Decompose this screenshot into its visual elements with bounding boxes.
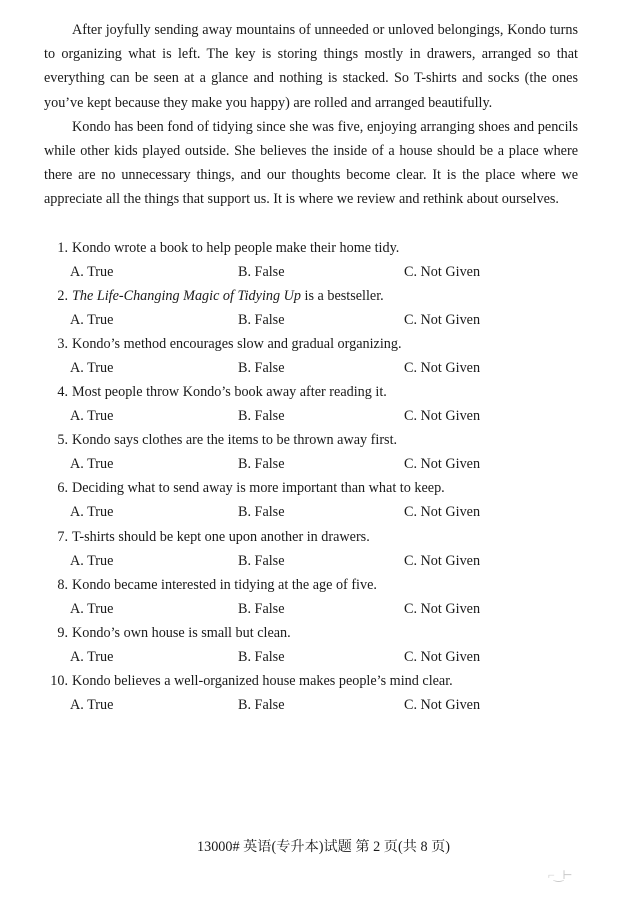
question-item <box>44 284 584 332</box>
page-footer: 13000# 英语(专升本)试题 第 2 页(共 8 页) <box>197 839 450 855</box>
option-not-given: C. Not Given <box>404 552 481 569</box>
option-true: A. True <box>70 696 114 713</box>
question-item <box>44 669 584 717</box>
question-text-part: Kondo says clothes are the items to be thrown away first. <box>72 432 398 449</box>
option-true: A. True <box>70 264 114 280</box>
question-item <box>44 573 584 621</box>
question-text-part: Deciding what to send away is more important than what to keep. <box>72 480 445 497</box>
option-false: B. False <box>238 552 285 569</box>
answer-options <box>44 260 584 284</box>
question-number: 1. <box>57 240 68 256</box>
question-text-part: Kondo’s own house is small but clean. <box>72 624 291 641</box>
question-stem <box>44 476 584 500</box>
option-false: B. False <box>238 360 285 377</box>
question-stem <box>44 669 584 693</box>
reading-passage <box>44 18 578 212</box>
option-false: B. False <box>238 696 285 713</box>
question-stem <box>44 428 584 452</box>
question-text-part: Kondo believes a well-organized house makes people’s mind clear. <box>72 672 453 689</box>
answer-options <box>44 452 584 476</box>
question-stem <box>44 332 584 356</box>
question-stem <box>44 380 584 404</box>
option-true: A. True <box>70 648 114 665</box>
question-text-part: T-shirts should be kept one upon another in drawers. <box>72 528 370 545</box>
passage-paragraph: After joyfully sending away mountains of unneeded or unloved belongings, Kondo turns to organizing what is left. The key is storing things mostly in drawers, arranged so that everything can be seen at a glance and nothing is stacked. So T-shirts and socks (the ones you’ve kept because they make you happy) are rolled and arranged beautifully. <box>44 22 578 111</box>
scan-watermark-mark: ⌐‿⊢ <box>548 868 572 882</box>
option-true: A. True <box>70 408 114 425</box>
question-text-part: Kondo’s method encourages slow and gradual organizing. <box>72 336 402 353</box>
question-stem <box>44 284 584 308</box>
answer-options <box>44 549 584 573</box>
answer-options <box>44 693 584 717</box>
question-text <box>68 428 397 452</box>
question-item <box>44 621 584 669</box>
question-text <box>68 332 402 356</box>
question-number: 10. <box>50 672 68 689</box>
book-title: The Life-Changing Magic of Tidying Up <box>72 288 301 305</box>
option-not-given: C. Not Given <box>404 648 481 665</box>
option-true: A. True <box>70 360 114 377</box>
option-not-given: C. Not Given <box>404 504 481 521</box>
question-number: 3. <box>57 336 68 353</box>
question-number: 6. <box>57 480 68 497</box>
option-not-given: C. Not Given <box>404 264 481 280</box>
answer-options <box>44 356 584 380</box>
question-text <box>68 236 399 260</box>
question-text <box>68 621 291 645</box>
question-item <box>44 428 584 476</box>
question-number: 5. <box>57 432 68 449</box>
option-false: B. False <box>238 312 285 329</box>
answer-options <box>44 308 584 332</box>
passage-paragraph: Kondo has been fond of tidying since she was five, enjoying arranging shoes and pencils while other kids played outside. She believes the inside of a house should be a place where there are no unnecessary things, and our thoughts become clear. It is the place where we appreciate all the things that support us. It is where we review and rethink about ourselves. <box>44 118 578 208</box>
question-text <box>68 476 445 500</box>
question-text <box>68 284 384 308</box>
option-true: A. True <box>70 600 114 617</box>
option-false: B. False <box>238 408 285 425</box>
option-false: B. False <box>238 456 285 473</box>
answer-options <box>44 645 584 669</box>
question-stem <box>44 621 584 645</box>
question-text <box>68 669 453 693</box>
option-not-given: C. Not Given <box>404 696 481 713</box>
option-false: B. False <box>238 264 285 280</box>
question-item <box>44 236 584 284</box>
option-not-given: C. Not Given <box>404 360 481 377</box>
answer-options <box>44 404 584 428</box>
question-item <box>44 380 584 428</box>
option-not-given: C. Not Given <box>404 600 481 617</box>
question-item <box>44 332 584 380</box>
option-true: A. True <box>70 504 114 521</box>
question-text <box>68 525 370 549</box>
option-false: B. False <box>238 648 285 665</box>
question-item <box>44 476 584 524</box>
option-false: B. False <box>238 504 285 521</box>
question-number: 8. <box>57 576 68 593</box>
question-number: 9. <box>57 624 68 641</box>
question-text-part: Kondo became interested in tidying at the age of five. <box>72 576 377 593</box>
option-true: A. True <box>70 552 114 569</box>
question-number: 2. <box>57 288 68 305</box>
option-true: A. True <box>70 312 114 329</box>
option-false: B. False <box>238 600 285 617</box>
question-number: 7. <box>57 528 68 545</box>
option-not-given: C. Not Given <box>404 456 481 473</box>
question-text-part: Most people throw Kondo’s book away after reading it. <box>72 384 387 401</box>
question-text <box>68 573 377 597</box>
question-stem <box>44 525 584 549</box>
question-list <box>44 236 584 717</box>
option-true: A. True <box>70 456 114 473</box>
question-stem <box>44 236 584 260</box>
answer-options <box>44 500 584 524</box>
question-stem <box>44 573 584 597</box>
option-not-given: C. Not Given <box>404 408 481 425</box>
question-text <box>68 380 387 404</box>
question-number: 4. <box>57 384 68 401</box>
question-text-part: is a bestseller. <box>300 288 384 305</box>
question-item <box>44 525 584 573</box>
question-text-part: Kondo wrote a book to help people make their home tidy. <box>72 240 400 256</box>
option-not-given: C. Not Given <box>404 312 481 329</box>
answer-options <box>44 597 584 621</box>
